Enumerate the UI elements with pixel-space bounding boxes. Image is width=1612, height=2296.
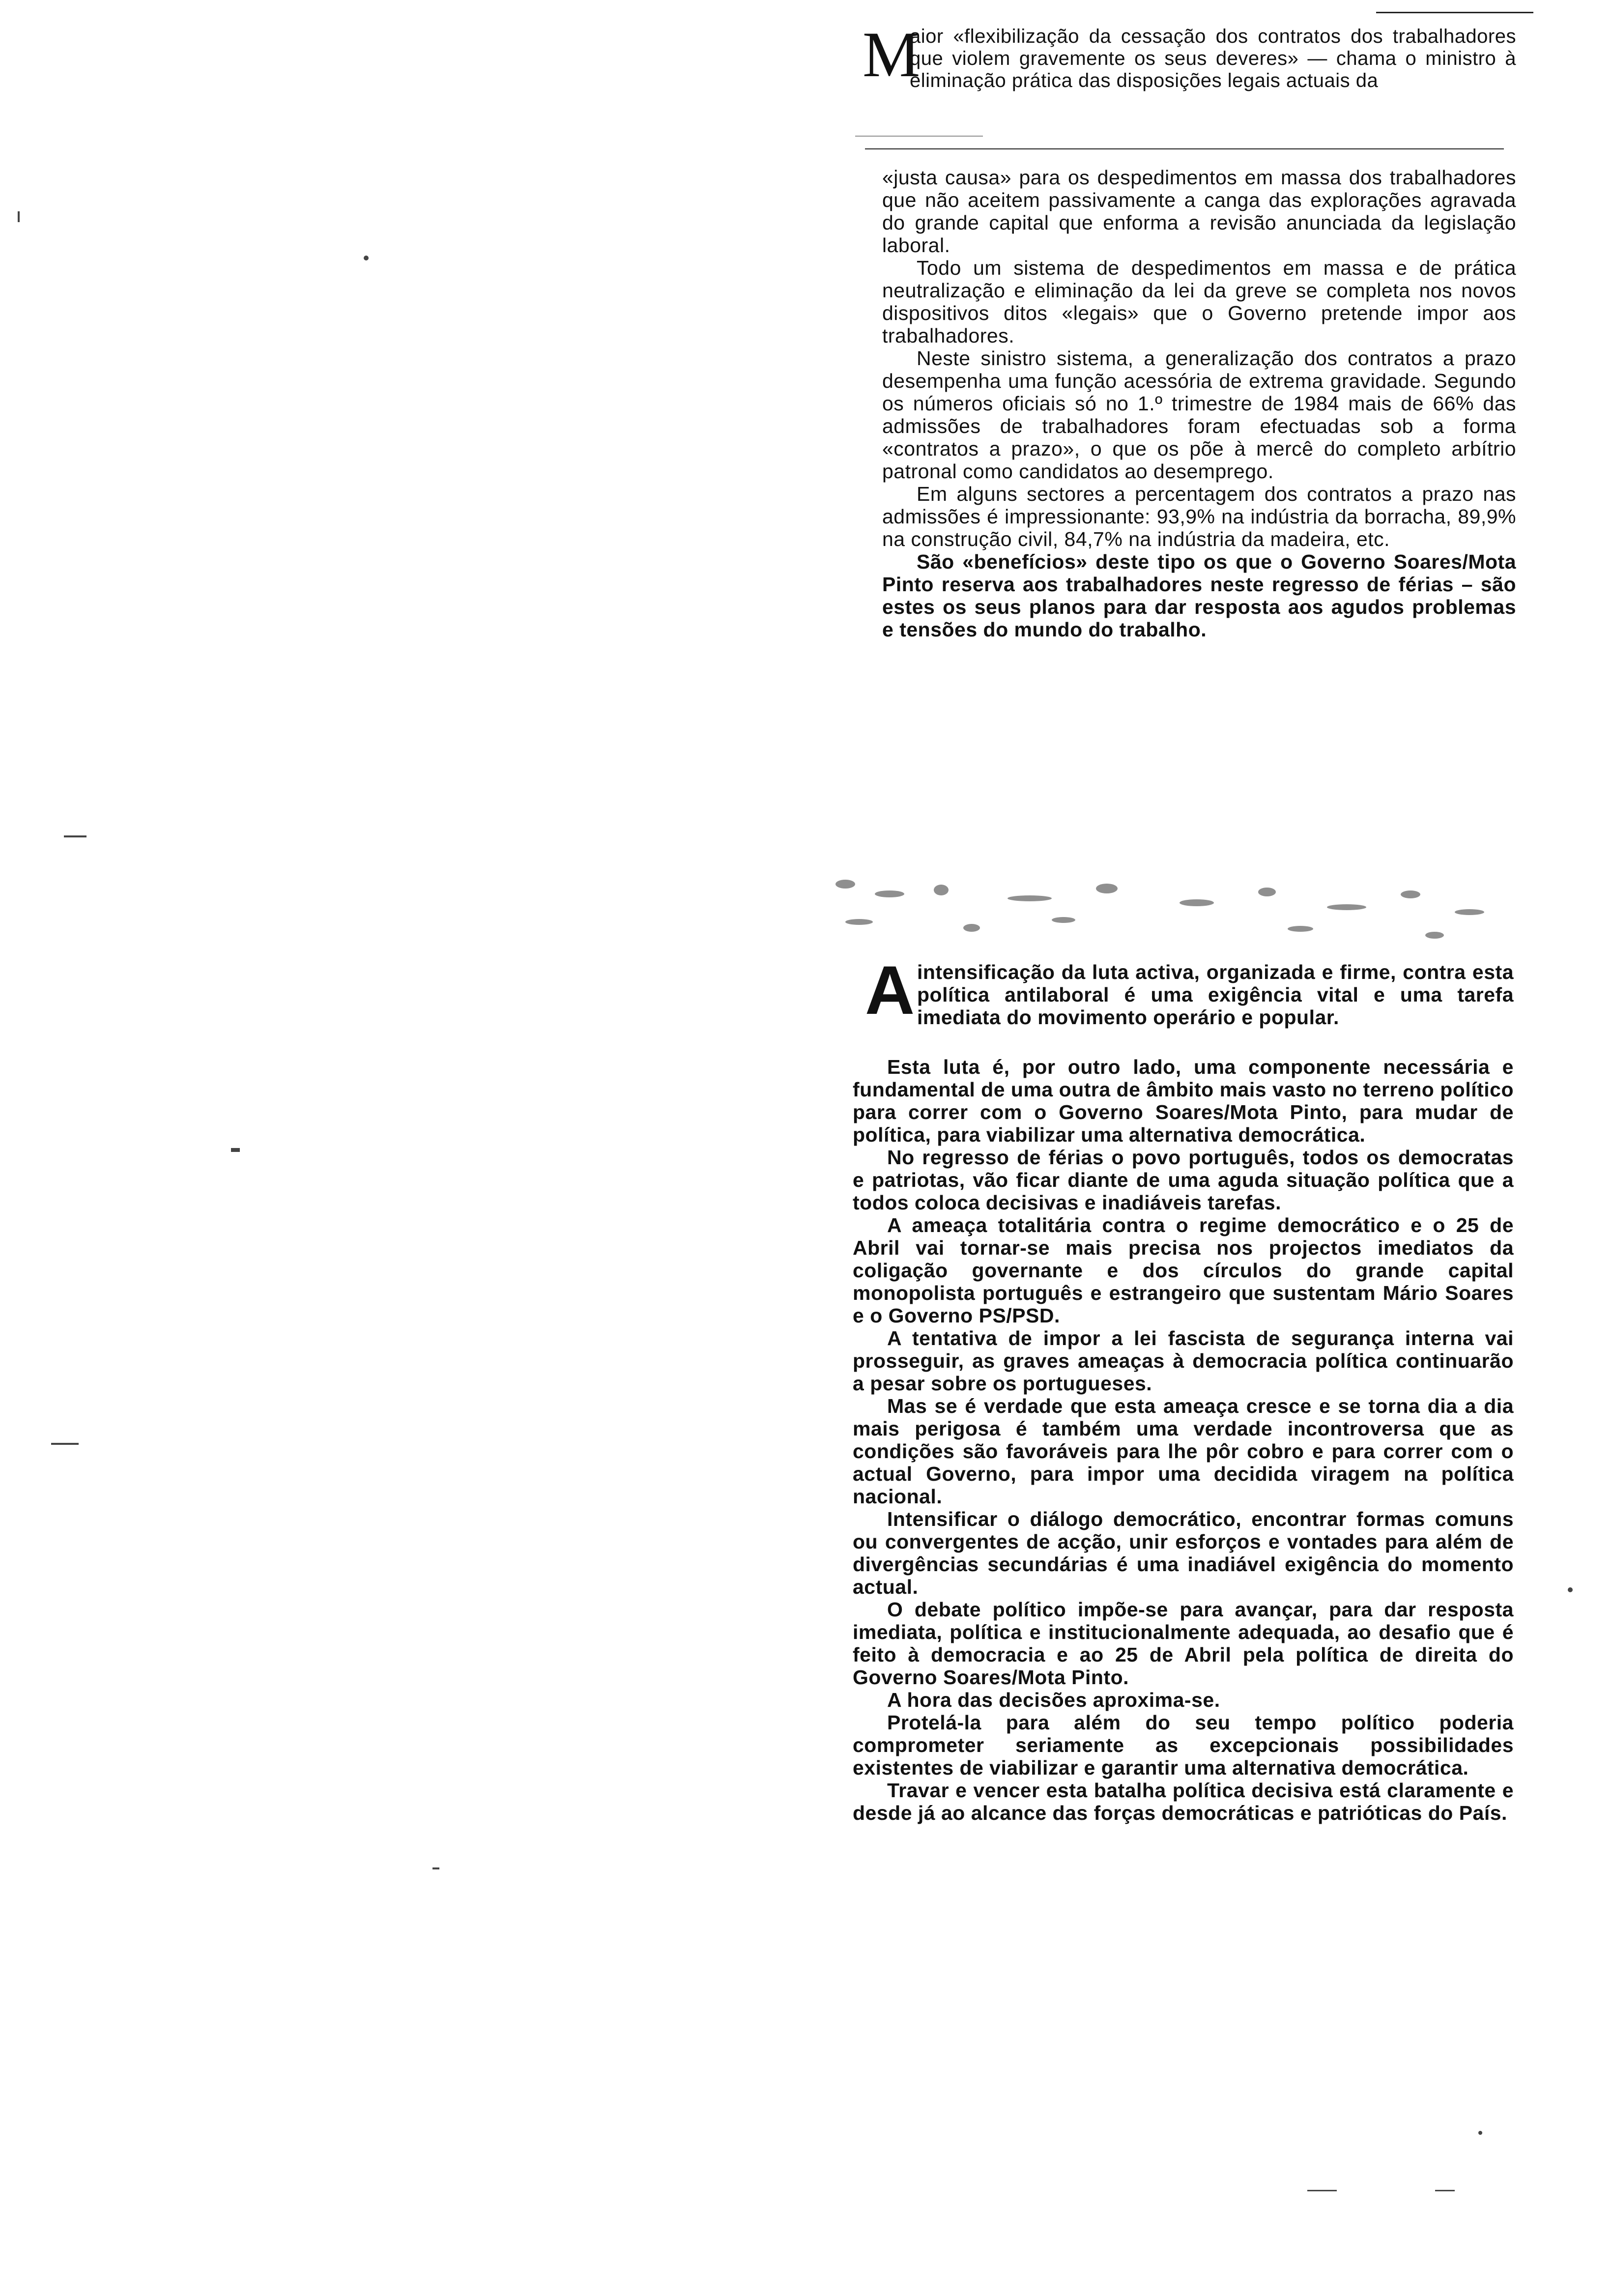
paragraph: No regresso de férias o povo português, todos os democratas e patriotas, vão ficar diante de uma aguda situação política que a todos coloca decisivas e inadiáveis tarefas.: [853, 1146, 1514, 1214]
paragraph: A hora das decisões aproxima-se.: [887, 1689, 1220, 1711]
article-body-part2: [853, 1056, 1514, 1824]
section-rule: [865, 148, 1504, 149]
paragraph: Neste sinistro sistema, a generalização dos contratos a prazo desempenha uma função acessória de extrema gravidade. Segundo os números oficiais só no 1.º trimestre de 1984 mais de 66% das admissões de trabalhadores foram efectuadas sob a forma «contratos a prazo», o que os põe à mercê do completo arbítrio patronal como candidatos ao desemprego.: [882, 347, 1516, 483]
paragraph: A ameaça totalitária contra o regime democrático e o 25 de Abril vai tornar-se mais precisa nos projectos imediatos da coligação governante e dos círculos do grande capital monopolista português e estrangeiro que sustentam Mário Soares e o Governo PS/PSD.: [853, 1214, 1514, 1327]
paragraph: Mas se é verdade que esta ameaça cresce e se torna dia a dia mais perigosa é também uma verdade incontroversa que as condições são favoráveis para lhe pôr cobro e para correr com o actual Governo, para impor uma decidida viragem na política nacional.: [853, 1395, 1514, 1508]
lead-text: aior «flexibilização da cessação dos contratos dos trabalhadores que violem gravemente os seus deveres» — chama o ministro à eliminação prática das disposições legais actuais da: [910, 26, 1516, 91]
paragraph: Intensificar o diálogo democrático, encontrar formas comuns ou convergentes de acção, unir esforços e vontades para além de divergências secundárias é uma inadiável exigência do momento actual.: [853, 1508, 1514, 1598]
top-rule: [1376, 12, 1533, 13]
paragraph: Travar e vencer esta batalha política decisiva está claramente e desde já ao alcance das forças democráticas e patrióticas do País.: [853, 1779, 1514, 1824]
paragraph: São «benefícios» deste tipo os que o Governo Soares/Mota Pinto reserva aos trabalhadores neste regresso de férias – são estes os seus planos para dar resposta aos agudos problemas e tensões do mundo do trabalho.: [882, 550, 1516, 641]
paragraph: «justa causa» para os despedimentos em massa dos trabalhadores que não aceitem passivamente a canga das explorações agravada do grande capital que enforma a revisão anunciada da legislação laboral.: [882, 166, 1516, 257]
lead-paragraph: [863, 18, 1516, 92]
paragraph: A tentativa de impor a lei fascista de segurança interna vai prosseguir, as graves ameaças à democracia política continuarão a pesar sobre os portugueses.: [853, 1327, 1514, 1395]
paragraph: Em alguns sectores a percentagem dos contratos a prazo nas admissões é impressionante: 93,9% na indústria da borracha, 89,9% na construção civil, 84,7% na indústria da madeira, etc.: [882, 483, 1516, 550]
paragraph: Todo um sistema de despedimentos em massa e de prática neutralização e eliminação da lei da greve se completa nos novos dispositivos ditos «legais» que o Governo pretende impor aos trabalhadores.: [882, 257, 1516, 347]
paragraph: O debate político impõe-se para avançar, para dar resposta imediata, política e institucionalmente adequada, ao desafio que é feito à democracia e ao 25 de Abril pela política de direita do Governo Soares/Mota Pinto.: [853, 1598, 1514, 1689]
paragraph: Esta luta é, por outro lado, uma componente necessária e fundamental de uma outra de âmbito mais vasto no terreno político para correr com o Governo Soares/Mota Pinto, para mudar de política, para viabilizar uma alternativa democrática.: [853, 1056, 1514, 1146]
second-lead-paragraph: [865, 951, 1514, 1029]
drop-cap-m: M: [863, 18, 921, 90]
article-body-part1: [882, 166, 1516, 641]
under-lead-rule: [855, 136, 983, 137]
second-lead-text: intensificação da luta activa, organizada e firme, contra esta política antilaboral é uma exigência vital e uma tarefa imediata do movimento operário e popular.: [917, 961, 1514, 1029]
drop-cap-a: A: [865, 951, 915, 1029]
paragraph: Protelá-la para além do seu tempo político poderia comprometer seriamente as excepcionais possibilidades existentes de viabilizar e garantir uma alternativa democrática.: [853, 1711, 1514, 1779]
